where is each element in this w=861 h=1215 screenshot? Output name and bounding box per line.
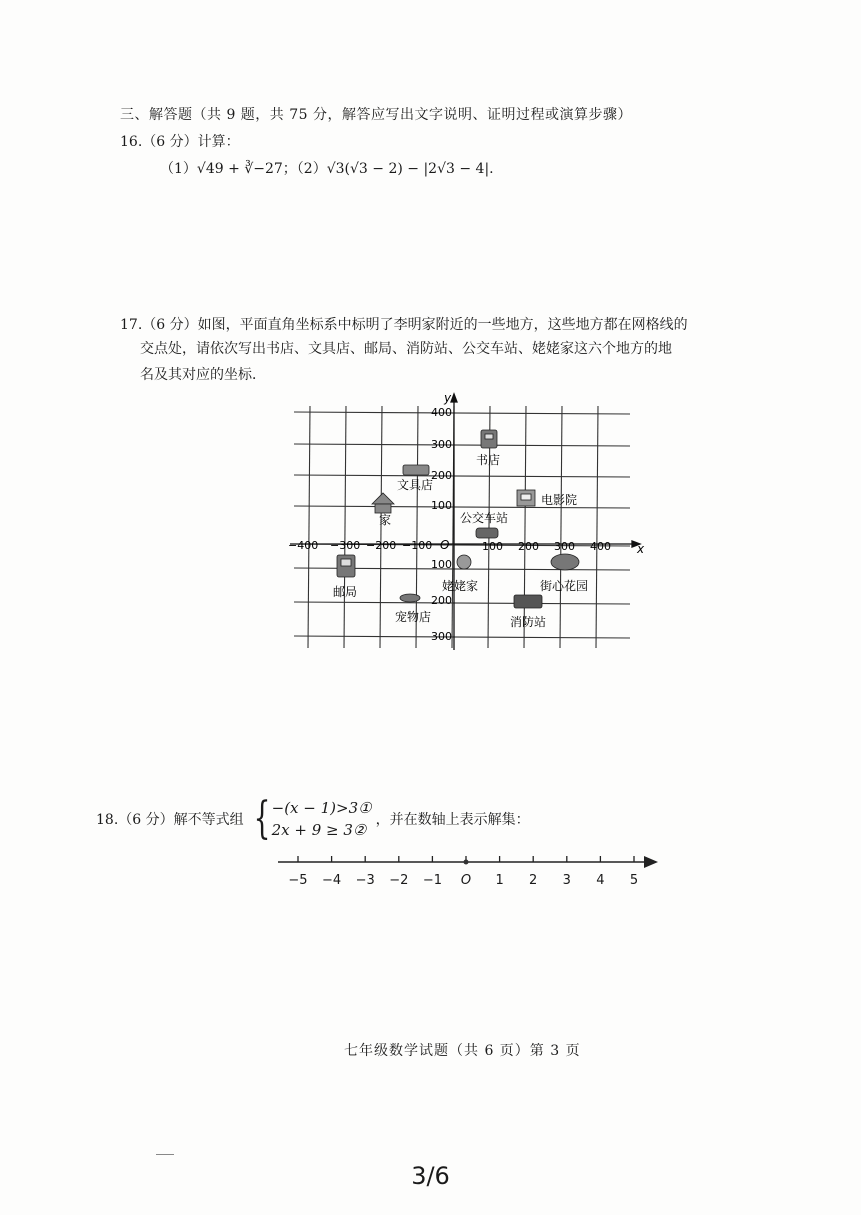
part1-expr-a: √49 — [196, 161, 224, 177]
y-axis-arrow — [451, 394, 457, 402]
stationery-icon — [403, 465, 429, 475]
place-label: 消防站 — [510, 615, 547, 629]
number-line — [276, 850, 662, 890]
part1-expr-b: ∛−27 — [244, 161, 283, 177]
question-16-title: 16.（6 分）计算： — [120, 134, 240, 150]
y-tick-label: 400 — [431, 406, 452, 419]
number-line-label: 5 — [629, 873, 639, 888]
bus-icon — [476, 528, 498, 538]
left-brace: { — [253, 793, 271, 844]
y-axis-label: y — [444, 392, 452, 405]
house-icon — [372, 493, 394, 513]
x-axis-label: x — [637, 542, 645, 556]
x-tick-label: 200 — [518, 540, 539, 553]
y-tick-label: 200 — [431, 469, 452, 482]
coordinate-grid-figure — [286, 392, 648, 654]
part1-plus: + — [223, 161, 245, 177]
x-tick-label: −400 — [288, 539, 319, 552]
number-line-arrow — [644, 856, 658, 868]
question-18-suffix: ，并在数轴上表示解集： — [375, 812, 530, 828]
question-18 — [96, 793, 530, 844]
place-label: 街心花园 — [540, 579, 589, 593]
number-line-label: 3 — [562, 873, 571, 888]
grandma-icon — [457, 555, 471, 569]
question-17-title: 17.（6 分）如图，平面直角坐标系中标明了李明家附近的一些地方，这些地方都在网格线的 — [120, 317, 688, 333]
grid-lines — [294, 406, 630, 648]
place-label: 电影院 — [541, 493, 578, 507]
grid-vertical-line — [380, 406, 382, 648]
grid-horizontal-line — [294, 506, 630, 508]
y-tick-label: 100 — [431, 499, 452, 512]
page-counter: 3/6 — [411, 1162, 450, 1190]
number-line-label: −1 — [422, 873, 442, 888]
number-line-label: O — [460, 873, 472, 888]
question-16-body — [160, 158, 494, 178]
page-footer: 七年级数学试题（共 6 页）第 3 页 — [344, 1043, 581, 1059]
cinema-icon — [517, 490, 535, 506]
origin-dot — [464, 860, 469, 865]
y-tick-label: 200 — [431, 594, 452, 607]
y-tick-label: 100 — [431, 558, 452, 571]
place-label: 宠物店 — [395, 610, 432, 624]
section-heading: 三、解答题（共 9 题，共 75 分，解答应写出文字说明、证明过程或演算步骤） — [120, 107, 633, 123]
bookstore-icon — [481, 430, 497, 448]
number-line-label: 2 — [529, 873, 538, 888]
grid-vertical-line — [344, 406, 346, 648]
part2-expr: √3(√3 − 2) − |2√3 − 4|. — [326, 161, 494, 177]
pet-icon — [400, 594, 420, 602]
inequality-2: 2x + 9 ≥ 3② — [271, 821, 367, 839]
number-line-label: −2 — [389, 873, 409, 888]
grid-horizontal-line — [294, 412, 630, 414]
x-tick-label: 400 — [590, 540, 611, 553]
number-line-label: −3 — [355, 873, 375, 888]
place-label: 公交车站 — [460, 511, 509, 525]
grid-horizontal-line — [294, 475, 630, 477]
x-tick-label: −300 — [330, 539, 361, 552]
grid-vertical-line — [596, 406, 598, 648]
scan-mark — [156, 1154, 174, 1155]
place-label: 姥姥家 — [442, 579, 479, 593]
place-label: 文具店 — [397, 478, 434, 492]
y-tick-label: 300 — [431, 630, 452, 643]
place-label: 家 — [379, 513, 392, 527]
place-label: 书店 — [476, 453, 501, 467]
inequality-system — [248, 793, 372, 844]
grid-vertical-line — [560, 406, 562, 648]
x-tick-label: −100 — [402, 539, 433, 552]
x-tick-label: −200 — [366, 539, 397, 552]
origin-label: O — [440, 538, 450, 552]
number-line-label: −4 — [322, 873, 342, 888]
number-line-label: 4 — [596, 873, 605, 888]
number-line-label: −5 — [288, 873, 308, 888]
grid-horizontal-line — [294, 444, 630, 446]
x-tick-label: 300 — [554, 540, 575, 553]
grid-vertical-line — [308, 406, 310, 648]
number-line-label: 1 — [495, 873, 504, 888]
part1-label: （1） — [160, 161, 197, 177]
x-tick-label: 100 — [482, 540, 503, 553]
grid-vertical-line — [524, 406, 526, 648]
inequality-1: −(x − 1)>3① — [271, 799, 372, 817]
postoffice-icon — [337, 555, 355, 577]
garden-icon — [551, 554, 579, 570]
firetruck-icon — [514, 595, 542, 608]
question-17-line2: 交点处，请依次写出书店、文具店、邮局、消防站、公交车站、姥姥家这六个地方的地 — [140, 341, 672, 357]
question-17-line3: 名及其对应的坐标． — [140, 367, 266, 383]
part-separator: ；（2） — [282, 161, 327, 177]
place-label: 邮局 — [333, 585, 358, 599]
y-tick-label: 300 — [431, 438, 452, 451]
question-18-prefix: 18.（6 分）解不等式组 — [96, 812, 244, 828]
